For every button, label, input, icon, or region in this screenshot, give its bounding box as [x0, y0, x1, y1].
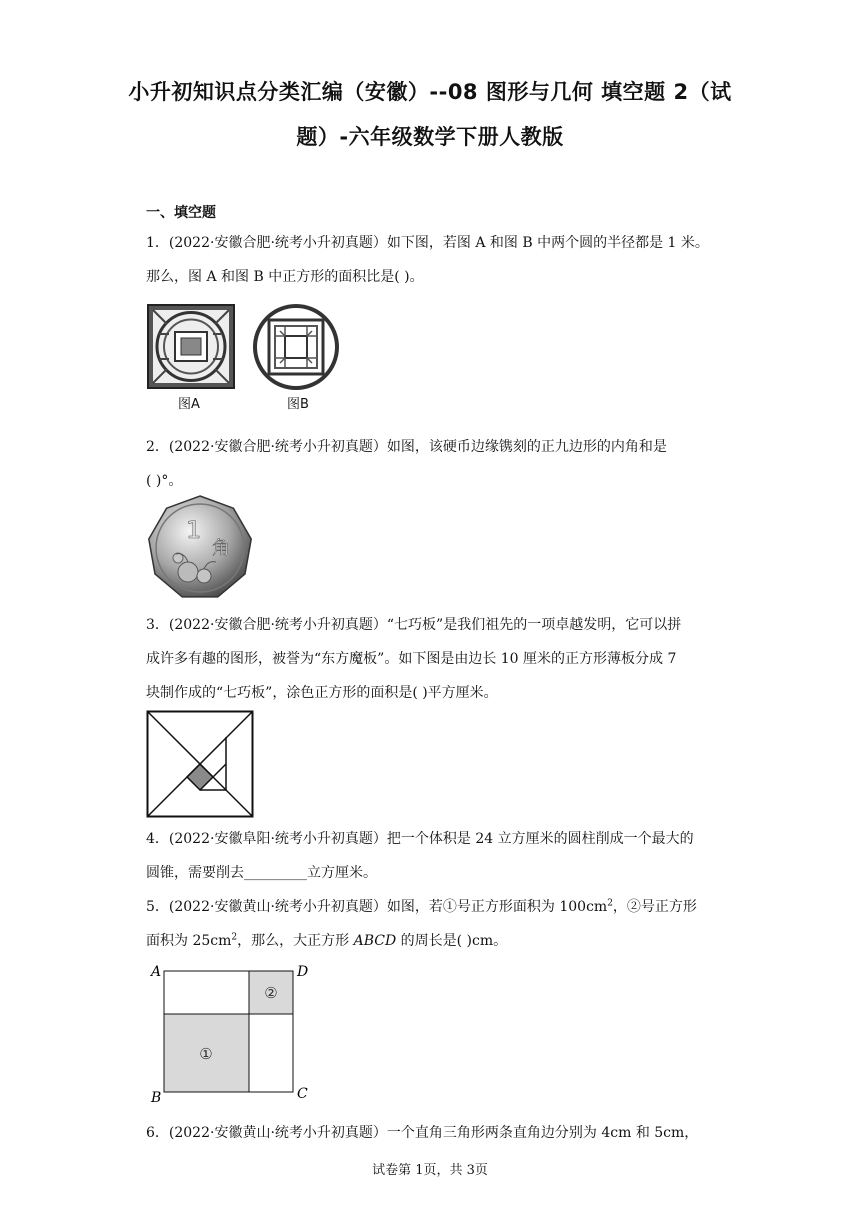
q2-text-line-2: ( )°。	[146, 473, 183, 489]
q5-text-line-2: 面积为 $25cm^2$，那么，大正方形 ABCD 的周长是( )cm。	[146, 932, 508, 949]
q5-label-c: C	[297, 1086, 308, 1102]
q3-tangram-figure	[146, 710, 255, 818]
q1-caption-b: 图B	[287, 397, 309, 412]
q1-figure-a	[147, 304, 235, 389]
q5-label-circle-2: ②	[264, 984, 278, 1002]
page-footer: 试卷第 1页，共 3页	[372, 1163, 488, 1178]
q2-coin-character: 角	[212, 538, 230, 559]
q2-coin-number: 1	[186, 516, 202, 544]
q1-figure-b	[253, 304, 339, 390]
q2-coin-image	[146, 494, 254, 602]
q5-label-a: A	[151, 964, 162, 980]
q1-text-line-1: 1．(2022·安徽合肥·统考小升初真题）如下图，若图 A 和图 B 中两个圆的半径都是 1 米。	[146, 235, 709, 251]
document-title-line-1: 小升初知识点分类汇编（安徽）--08 图形与几何 填空题 2（试	[128, 80, 732, 104]
q4-text-line-1: 4．(2022·安徽阜阳·统考小升初真题）把一个体积是 24 立方厘米的圆柱削成一个最大的	[146, 831, 694, 847]
q1-text-line-2: 那么，图 A 和图 B 中正方形的面积比是( )。	[146, 269, 424, 285]
document-title-line-2: 题）-六年级数学下册人教版	[296, 125, 564, 149]
q5-label-d: D	[297, 964, 309, 980]
q3-text-line-2: 成许多有趣的图形，被誉为“东方魔板”。如下图是由边长 10 厘米的正方形薄板分成 7	[146, 651, 677, 667]
q2-text-line-1: 2．(2022·安徽合肥·统考小升初真题）如图，该硬币边缘镌刻的正九边形的内角和是	[146, 439, 667, 455]
q5-label-b: B	[151, 1090, 162, 1106]
q5-label-circle-1: ①	[199, 1045, 213, 1063]
q1-caption-a: 图A	[178, 397, 200, 412]
q5-square-figure	[146, 962, 316, 1106]
q4-text-line-2: 圆锥，需要削去_________立方厘米。	[146, 865, 377, 881]
q5-text-line-1: 5．(2022·安徽黄山·统考小升初真题）如图，若①号正方形面积为 $100cm^2$，②号正方形	[146, 898, 697, 915]
section-heading: 一、填空题	[146, 205, 216, 221]
q3-text-line-1: 3．(2022·安徽合肥·统考小升初真题）“七巧板”是我们祖先的一项卓越发明，它可以拼	[146, 617, 682, 633]
q3-text-line-3: 块制作成的“七巧板”，涂色正方形的面积是( )平方厘米。	[146, 685, 498, 701]
q6-text-line-1: 6．(2022·安徽黄山·统考小升初真题）一个直角三角形两条直角边分别为 4cm 和 5cm，	[146, 1125, 699, 1141]
